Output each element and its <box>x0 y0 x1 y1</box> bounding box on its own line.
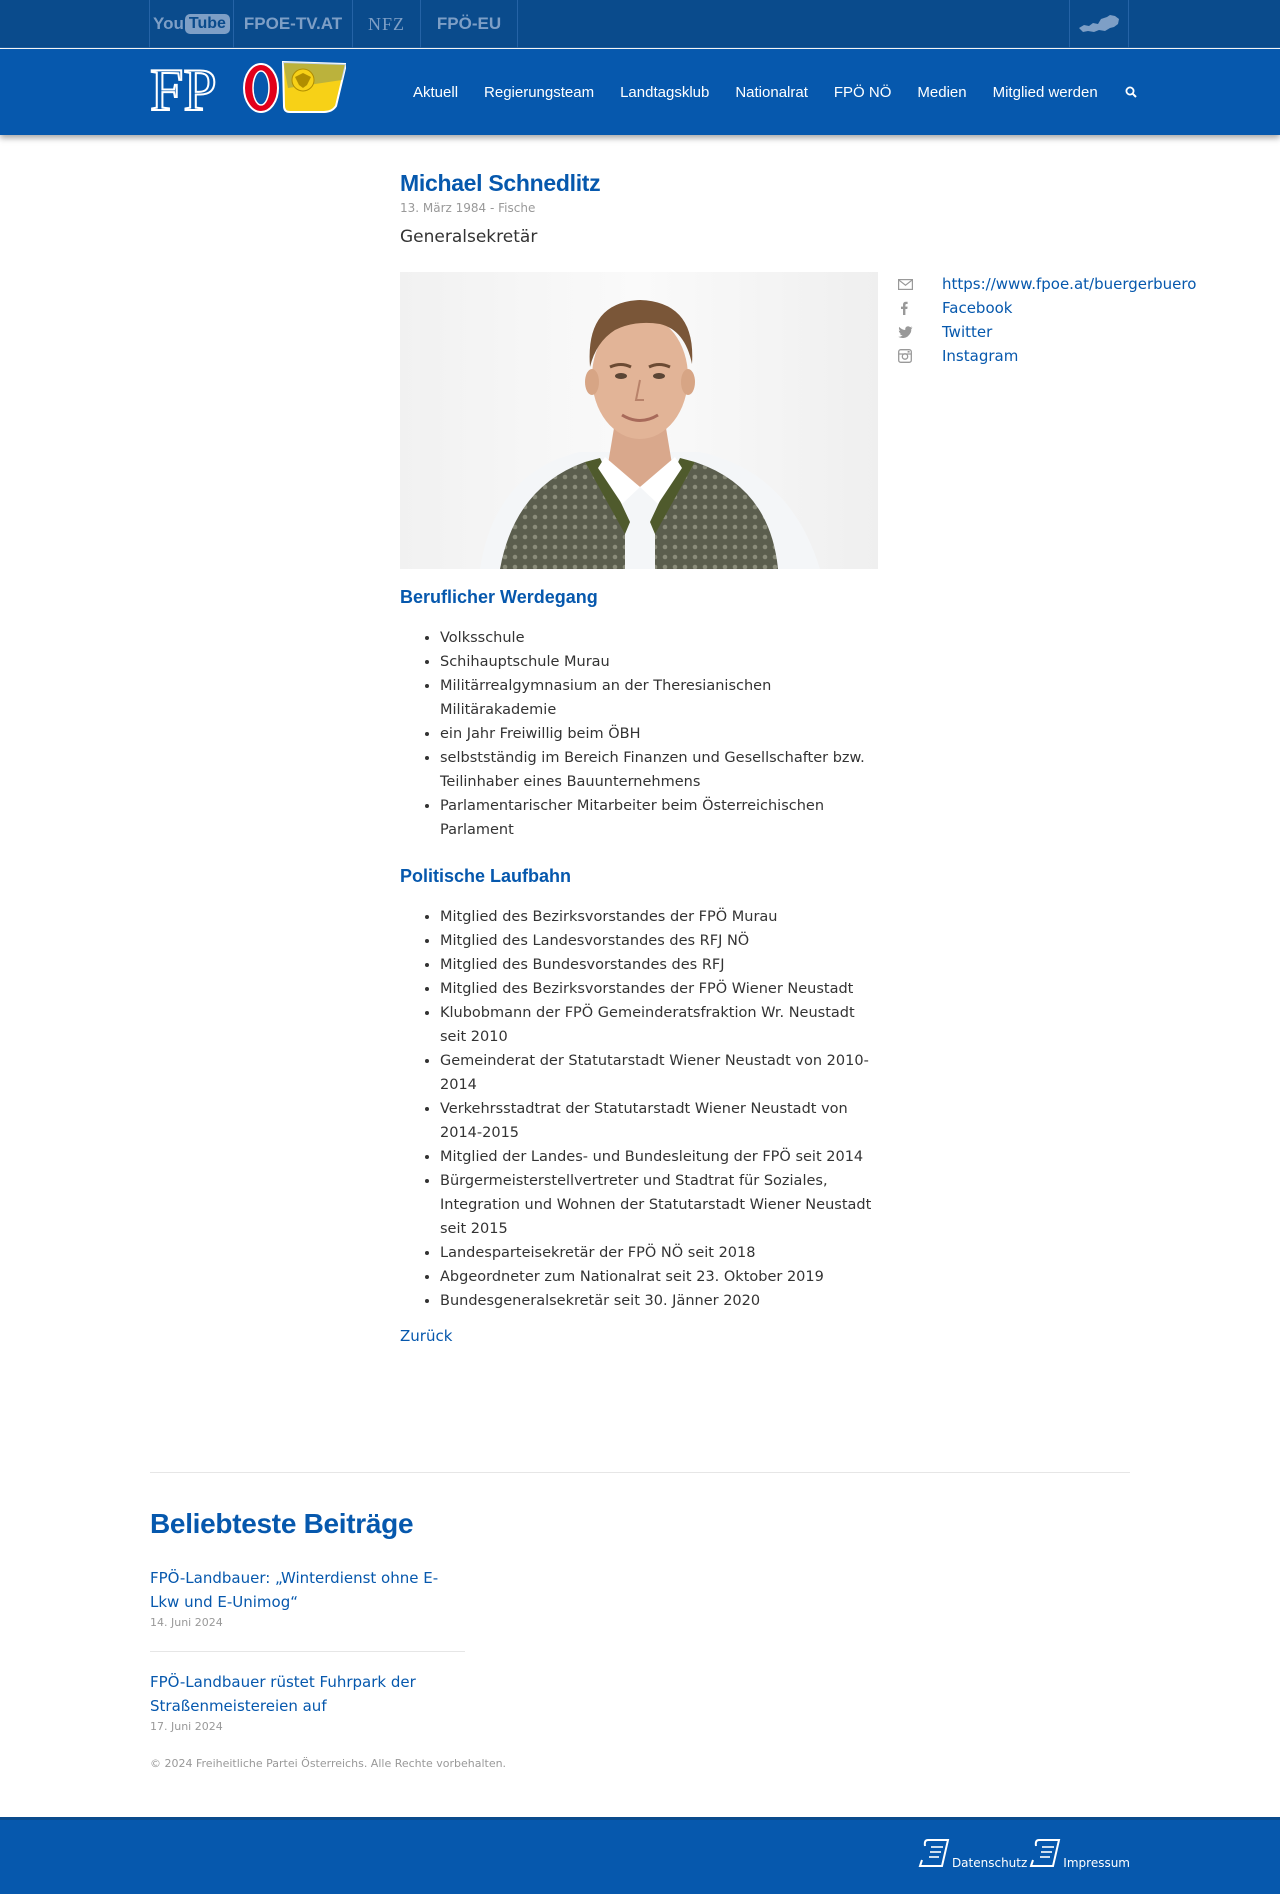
nav-mitglied-werden[interactable]: Mitglied werden <box>992 83 1098 101</box>
list-item: • Mitglied der Landes- und Bundesleitung der FPÖ seit 2014 <box>440 1145 880 1169</box>
nav-regierungsteam[interactable]: Regierungsteam <box>484 83 595 101</box>
logo-letters-fp: FP <box>150 60 217 114</box>
nav-nationalrat[interactable]: Nationalrat <box>735 83 808 101</box>
list-item: • Landesparteisekretär der FPÖ NÖ seit 2018 <box>440 1241 880 1265</box>
twitter-link[interactable]: Twitter <box>942 323 993 341</box>
list-item: • Bundesgeneralsekretär seit 30. Jänner 2020 <box>440 1289 880 1313</box>
fpoe-logo[interactable] <box>150 60 346 114</box>
fpoe-eu-label: FPÖ-EU <box>436 14 502 33</box>
instagram-icon <box>898 349 942 363</box>
fpoe-tv-link[interactable] <box>233 0 352 48</box>
copyright: © 2024 Freiheitliche Partei Österreichs. Alle Rechte vorbehalten. <box>150 1757 507 1770</box>
list-item: • ein Jahr Freiwillig beim ÖBH <box>440 722 880 746</box>
profile-photo <box>400 272 878 569</box>
youtube-logo-tube: Tube <box>185 14 230 34</box>
list-item: • Parlamentarischer Mitarbeiter beim Österreichischen Parlament <box>440 794 880 842</box>
document-icon <box>1029 1838 1061 1870</box>
facebook-icon <box>898 301 942 315</box>
popular-post <box>150 1670 465 1733</box>
list-item: • Mitglied des Landesvorstandes des RFJ NÖ <box>440 929 880 953</box>
contact-row <box>898 344 1196 368</box>
fpoe-eu-link[interactable] <box>420 0 518 48</box>
list-item: • Mitglied des Bezirksvorstandes der FPÖ Wiener Neustadt <box>440 977 880 1001</box>
main-header <box>0 49 1280 135</box>
youtube-link[interactable] <box>149 0 233 48</box>
top-bar <box>0 0 1280 48</box>
back-link[interactable]: Zurück <box>400 1327 453 1345</box>
facebook-link[interactable]: Facebook <box>942 299 1013 317</box>
nav-landtagsklub[interactable]: Landtagsklub <box>620 83 710 101</box>
instagram-link[interactable]: Instagram <box>942 347 1019 365</box>
main-nav <box>400 49 1150 135</box>
fpoe-tv-label: FPOE-TV.AT <box>243 14 343 33</box>
footer-bar <box>0 1817 1280 1894</box>
popular-post <box>150 1566 465 1629</box>
career-title: Beruflicher Werdegang <box>400 587 598 607</box>
popular-title: Beliebteste Beiträge <box>150 1508 414 1539</box>
list-item: • Abgeordneter zum Nationalrat seit 23. Oktober 2019 <box>440 1265 880 1289</box>
list-item: • Volksschule <box>440 626 880 650</box>
search-button[interactable] <box>1125 86 1137 98</box>
datenschutz-label: Datenschutz <box>951 1856 1028 1870</box>
austria-map-icon <box>1077 13 1121 35</box>
profile-birth: 13. März 1984 - Fische <box>400 201 536 215</box>
list-item: • Militärrealgymnasium an der Theresianischen Militärakademie <box>440 674 880 722</box>
popular-post-link[interactable]: FPÖ-Landbauer: „Winterdienst ohne E-Lkw und E-Unimog“ <box>150 1569 439 1611</box>
search-icon <box>1125 86 1137 98</box>
envelope-icon <box>898 279 942 290</box>
contact-sidebar <box>898 272 1196 368</box>
nav-medien[interactable]: Medien <box>917 83 967 101</box>
profile-main <box>400 170 880 1345</box>
nfz-link[interactable] <box>352 0 420 48</box>
austria-map-link[interactable] <box>1069 0 1129 48</box>
nav-fpoe-noe[interactable]: FPÖ NÖ <box>833 83 892 101</box>
list-item: • Mitglied des Bundesvorstandes des RFJ <box>440 953 880 977</box>
list-item: • Klubobmann der FPÖ Gemeinderatsfraktion Wr. Neustadt seit 2010 <box>440 1001 880 1049</box>
list-item: • Verkehrsstadtrat der Statutarstadt Wiener Neustadt von 2014-2015 <box>440 1097 880 1145</box>
datenschutz-link[interactable] <box>918 1838 1027 1870</box>
post-divider <box>150 1651 465 1652</box>
list-item: • Gemeinderat der Statutarstadt Wiener Neustadt von 2010-2014 <box>440 1049 880 1097</box>
nfz-label: NFZ <box>367 13 405 34</box>
popular-post-date: 14. Juni 2024 <box>150 1616 223 1629</box>
impressum-label: Impressum <box>1063 1856 1130 1870</box>
politics-title: Politische Laufbahn <box>400 866 572 886</box>
document-icon <box>918 1838 950 1870</box>
list-item: • Bürgermeisterstellvertreter und Stadtrat für Soziales, Integration und Wohnen der Statutarstadt Wiener Neustadt seit 2015 <box>440 1169 880 1241</box>
popular-post-date: 17. Juni 2024 <box>150 1720 223 1733</box>
list-item: • selbstständig im Bereich Finanzen und Gesellschafter bzw. Teilinhaber eines Bauunternehmens <box>440 746 880 794</box>
contact-row <box>898 320 1196 344</box>
buergerbuero-link[interactable]: https://www.fpoe.at/buergerbuero <box>942 275 1197 293</box>
profile-name: Michael Schnedlitz <box>400 170 601 196</box>
politics-list <box>400 905 880 1313</box>
impressum-link[interactable] <box>1029 1838 1130 1870</box>
career-list <box>400 626 880 842</box>
nav-aktuell[interactable]: Aktuell <box>413 83 459 101</box>
list-item: • Mitglied des Bezirksvorstandes der FPÖ Murau <box>440 905 880 929</box>
section-divider <box>150 1472 1130 1473</box>
list-item: • Schihauptschule Murau <box>440 650 880 674</box>
twitter-icon <box>898 326 942 338</box>
contact-row <box>898 272 1196 296</box>
popular-post-link[interactable]: FPÖ-Landbauer rüstet Fuhrpark der Straßenmeistereien auf <box>150 1673 416 1715</box>
contact-row <box>898 296 1196 320</box>
profile-role: Generalsekretär <box>400 227 538 247</box>
youtube-logo-text: You <box>153 14 184 33</box>
